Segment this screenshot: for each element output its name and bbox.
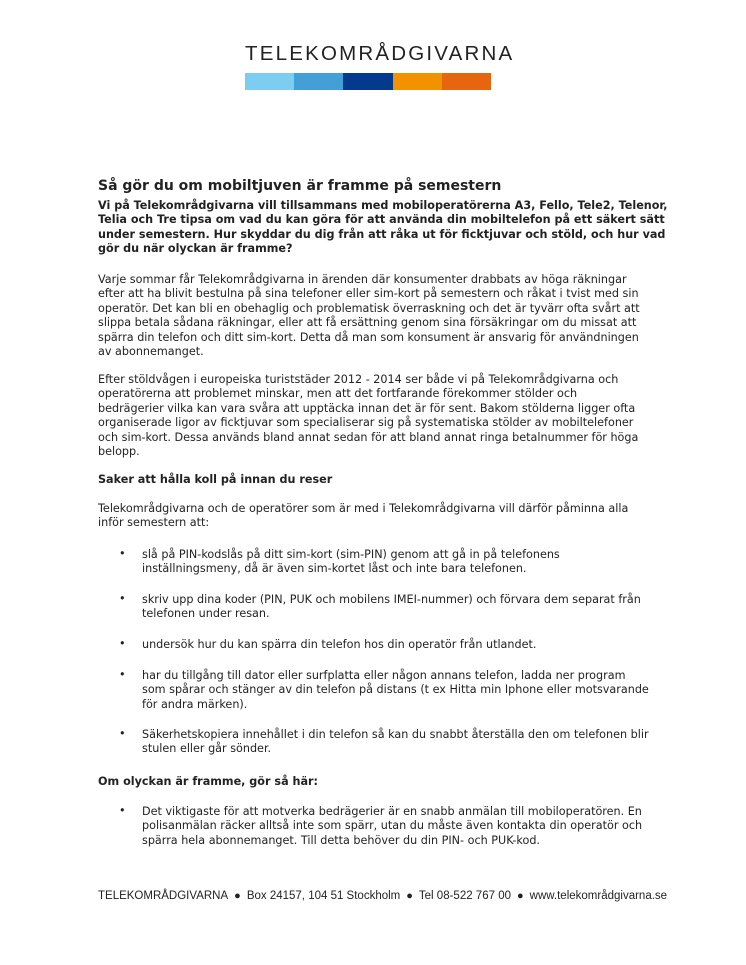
footer-org: TELEKOMRÅDGIVARNA xyxy=(98,890,229,902)
text-line: belopp. xyxy=(98,445,140,459)
list-item xyxy=(142,638,536,652)
text-line: under semestern. Hur skyddar du dig från att råka ut för ficktjuvar och stöld, och hur vad xyxy=(98,227,666,241)
text-line: Telekområdgivarna och de operatörer som är med i Telekområdgivarna vill därför påminna alla xyxy=(98,502,629,515)
text-line: spärra din telefon och ditt sim-kort. Detta då man som konsument är ansvarig för användningen xyxy=(98,330,639,344)
subheading-if-stolen: Om olyckan är framme, gör så här: xyxy=(98,775,319,788)
text-line: som spårar och stänger av din telefon på distans (t ex Hitta min Iphone eller motsvarande xyxy=(142,683,649,697)
bullet-icon: • xyxy=(119,727,126,740)
paragraph-2 xyxy=(98,373,638,459)
text-line: spärra hela abonnemanget. Till detta behöver du din PIN- och PUK-kod. xyxy=(142,833,540,847)
paragraph-3 xyxy=(98,502,628,531)
bullet-icon: • xyxy=(119,547,126,560)
logo-bar xyxy=(245,73,294,90)
text-line: telefonen under resan. xyxy=(142,607,270,621)
bullet-icon: • xyxy=(119,592,126,605)
footer-phone: Tel 08-522 767 00 xyxy=(418,890,511,902)
text-line: för andra märken). xyxy=(142,697,248,711)
footer xyxy=(98,890,667,902)
logo-bar xyxy=(294,73,343,90)
text-line: slå på PIN-kodslås på ditt sim-kort (sim-PIN) genom att gå in på telefonens xyxy=(142,548,560,561)
logo-bar xyxy=(393,73,442,90)
bullet-icon: • xyxy=(119,637,126,650)
text-line: bedrägerier vilka kan vara svåra att upptäcka innan det är för sent. Bakom stölderna ligger ofta xyxy=(98,401,636,415)
list-item xyxy=(142,669,649,712)
logo-bar xyxy=(343,73,392,90)
list-item xyxy=(142,728,649,757)
text-line: polisanmälan räcker alltså inte som spärr, utan du måste även kontakta din operatör och xyxy=(142,819,643,833)
text-line: Det viktigaste för att motverka bedrägerier är en snabb anmälan till mobiloperatören. En xyxy=(142,805,642,818)
text-line: Efter stöldvågen i europeiska turiststäder 2012 - 2014 ser både vi på Telekområdgivarna och xyxy=(98,373,619,386)
text-line: skriv upp dina koder (PIN, PUK och mobilens IMEI-nummer) och förvara dem separat från xyxy=(142,593,641,606)
bullet-dot-icon: ● xyxy=(516,890,524,902)
bullet-dot-icon: ● xyxy=(406,890,413,902)
text-line: inställningsmeny, då är även sim-kortet låst och inte bara telefonen. xyxy=(142,562,527,576)
text-line: undersök hur du kan spärra din telefon hos din operatör från utlandet. xyxy=(142,638,537,651)
page-title: Så gör du om mobiltjuven är framme på semestern xyxy=(98,178,502,194)
subheading-before-travel: Saker att hålla koll på innan du reser xyxy=(98,473,333,486)
text-line: Vi på Telekområdgivarna vill tillsammans med mobiloperatörerna A3, Fello, Tele2, Telenor, xyxy=(98,199,668,212)
lead-paragraph xyxy=(98,199,668,257)
text-line: gör du när olyckan är framme? xyxy=(98,242,293,256)
text-line: efter att ha blivit bestulna på sina telefoner eller sim-kort på semestern och råkat i tvist med sin xyxy=(98,287,639,301)
text-line: Säkerhetskopiera innehållet i din telefon så kan du snabbt återställa den om telefonen blir xyxy=(142,728,649,741)
bullet-dot-icon: ● xyxy=(234,890,241,902)
text-line: och sim-kort. Dessa används bland annat sedan för att bland annat ringa betalnummer för höga xyxy=(98,430,639,444)
footer-address: Box 24157, 104 51 Stockholm xyxy=(246,890,401,902)
text-line: Telia och Tre tipsa om vad du kan göra för att använda din mobiltelefon på ett säkert sätt xyxy=(98,213,665,227)
logo-color-bars xyxy=(245,73,491,90)
list-item xyxy=(142,548,560,577)
text-line: operatörerna att problemet minskar, men att det fortfarande förekommer stölder och xyxy=(98,387,578,401)
text-line: operatör. Det kan bli en obehaglig och problematisk överraskning och det är tyvärr ofta svårt att xyxy=(98,301,640,315)
bullet-icon: • xyxy=(119,668,126,681)
text-line: slippa betala sådana räkningar, eller att få ersättning genom sina försäkringar om du missat att xyxy=(98,316,637,330)
text-line: av abonnemanget. xyxy=(98,345,204,359)
text-line: organiserade ligor av ficktjuvar som specialiserar sig på systematiska stölder av mobiltelefoner xyxy=(98,416,634,430)
logo-text: TELEKOMRÅDGIVARNA xyxy=(245,42,515,65)
footer-website[interactable]: www.telekområdgivarna.se xyxy=(529,890,668,902)
logo-bar xyxy=(442,73,491,90)
text-line: inför semestern att: xyxy=(98,516,210,530)
paragraph-1 xyxy=(98,273,640,359)
text-line: stulen eller går sönder. xyxy=(142,742,272,756)
list-item xyxy=(142,805,642,848)
text-line: Varje sommar får Telekområdgivarna in ärenden där konsumenter drabbats av höga räkningar xyxy=(98,273,627,286)
list-item xyxy=(142,593,641,622)
text-line: har du tillgång till dator eller surfplatta eller någon annans telefon, ladda ner program xyxy=(142,669,626,682)
bullet-icon: • xyxy=(119,804,126,817)
